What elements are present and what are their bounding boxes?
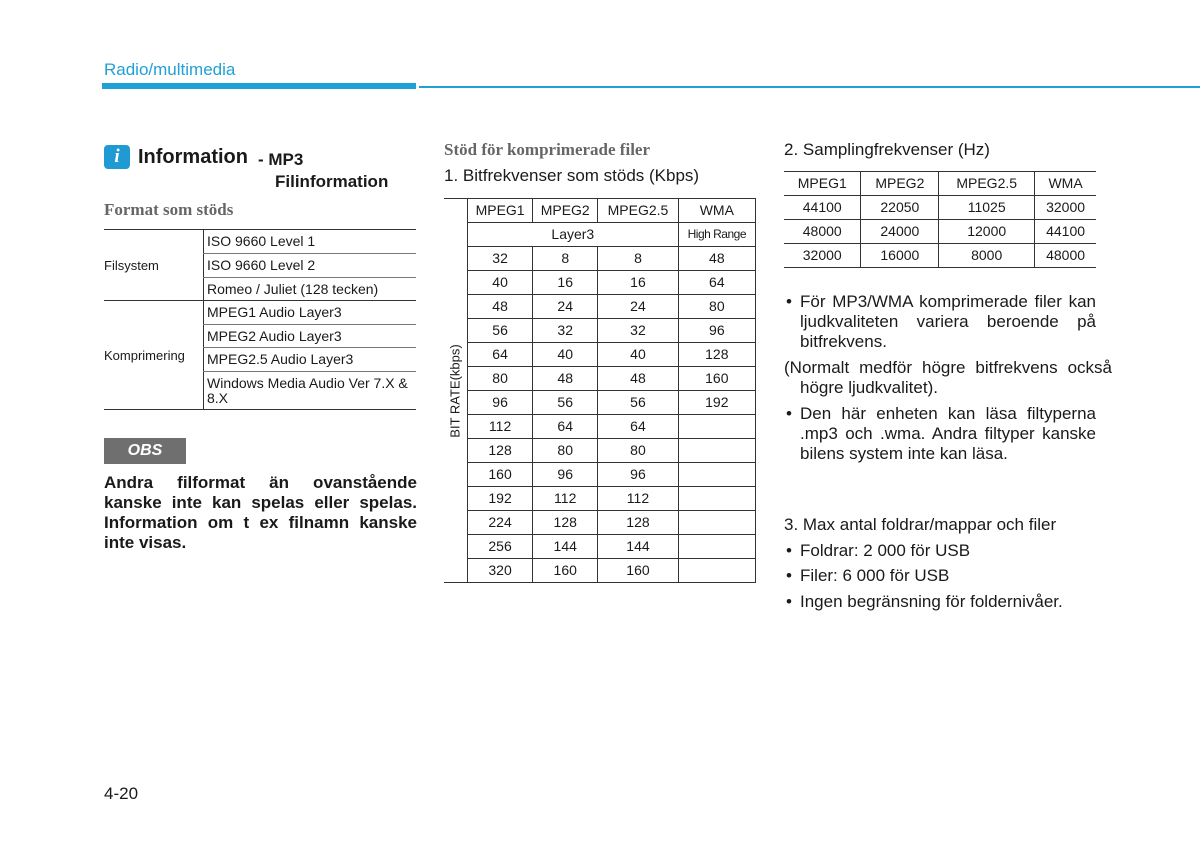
note-bullet <box>784 404 1096 464</box>
table-cell: 160 <box>598 559 678 583</box>
wma-range-label: High Range <box>678 223 755 247</box>
table-cell: 80 <box>533 439 598 463</box>
table-cell <box>678 415 755 439</box>
table-cell: 56 <box>468 319 533 343</box>
column-header: MPEG1 <box>468 199 533 223</box>
table-cell: 40 <box>533 343 598 367</box>
table-cell: 48 <box>678 247 755 271</box>
sampling-heading: 2. Samplingfrekvenser (Hz) <box>784 140 990 159</box>
bullet-dot: • <box>786 292 792 311</box>
paren-note: (Normalt medför högre bitfrekvens också högre ljudkvalitet). <box>784 358 1112 397</box>
limit-text: Filer: 6 000 för USB <box>800 566 950 585</box>
header-rule-thick <box>102 83 416 89</box>
info-title-line1: - MP3 <box>258 150 304 169</box>
table-cell: 64 <box>598 415 678 439</box>
table-cell: 64 <box>468 343 533 367</box>
limit-text: Ingen begränsning för foldernivåer. <box>800 592 1063 611</box>
table-cell: 144 <box>533 535 598 559</box>
format-value: MPEG2 Audio Layer3 <box>204 325 417 348</box>
table-cell: 11025 <box>939 196 1035 220</box>
table-cell: 44100 <box>784 196 861 220</box>
table-row <box>444 247 756 271</box>
note-bullet <box>784 292 1096 352</box>
bullet-dot: • <box>786 404 792 423</box>
limit-item <box>784 541 1096 561</box>
table-cell: 48 <box>533 367 598 391</box>
table-cell: 112 <box>533 487 598 511</box>
table-cell: 64 <box>678 271 755 295</box>
table-row <box>444 487 756 511</box>
table-cell: 128 <box>598 511 678 535</box>
table-cell: 144 <box>598 535 678 559</box>
table-cell <box>678 559 755 583</box>
obs-label: OBS <box>104 438 186 464</box>
table-row <box>444 439 756 463</box>
table-cell: 128 <box>533 511 598 535</box>
table-cell: 24000 <box>861 220 939 244</box>
table-cell: 8 <box>598 247 678 271</box>
note-text: Den här enheten kan läsa filtyperna .mp3 och .wma. Andra filtyper kanske bilens system inte kan läsa. <box>800 404 1096 463</box>
table-cell: 96 <box>468 391 533 415</box>
format-value: MPEG1 Audio Layer3 <box>204 301 417 325</box>
table-row <box>444 271 756 295</box>
sampling-table <box>784 171 1096 268</box>
table-row <box>784 196 1096 220</box>
table-cell: 24 <box>598 295 678 319</box>
table-cell: 40 <box>468 271 533 295</box>
table-cell <box>678 511 755 535</box>
bitrate-axis-cell <box>444 199 468 583</box>
column-header: WMA <box>678 199 755 223</box>
format-value: Romeo / Juliet (128 tecken) <box>204 278 417 301</box>
limit-item <box>784 592 1096 612</box>
table-cell: 32000 <box>1035 196 1096 220</box>
table-cell: 16 <box>533 271 598 295</box>
table-cell: 160 <box>533 559 598 583</box>
header-rule-thin <box>419 86 1200 88</box>
table-cell: 160 <box>468 463 533 487</box>
column-header: MPEG1 <box>784 172 861 196</box>
formats-heading: Format som stöds <box>104 200 234 219</box>
column-header: MPEG2.5 <box>939 172 1035 196</box>
table-cell: 80 <box>598 439 678 463</box>
table-cell: 24 <box>533 295 598 319</box>
table-row <box>444 367 756 391</box>
table-cell: 32 <box>598 319 678 343</box>
table-header-row <box>784 172 1096 196</box>
table-cell: 256 <box>468 535 533 559</box>
bitrate-axis-label: BIT RATE(kbps) <box>447 343 463 438</box>
table-cell: 320 <box>468 559 533 583</box>
table-row <box>444 415 756 439</box>
table-cell: 16000 <box>861 244 939 268</box>
table-row <box>444 295 756 319</box>
section-title: Radio/multimedia <box>104 60 236 79</box>
table-cell: 64 <box>533 415 598 439</box>
format-value: ISO 9660 Level 2 <box>204 254 417 278</box>
table-row <box>104 230 416 254</box>
table-cell: 40 <box>598 343 678 367</box>
table-cell: 8 <box>533 247 598 271</box>
table-cell <box>678 439 755 463</box>
information-icon: i <box>104 145 130 169</box>
layer-label: Layer3 <box>468 223 679 247</box>
table-cell: 48 <box>468 295 533 319</box>
column-header: MPEG2.5 <box>598 199 678 223</box>
table-cell: 160 <box>678 367 755 391</box>
table-cell: 192 <box>468 487 533 511</box>
table-row <box>784 220 1096 244</box>
table-cell: 80 <box>468 367 533 391</box>
table-cell: 56 <box>598 391 678 415</box>
note-text: För MP3/WMA komprimerade filer kan ljudkvaliteten variera beroende på bitfrekvens. <box>800 292 1096 351</box>
table-subheader-row <box>444 223 756 247</box>
table-cell: 32 <box>533 319 598 343</box>
table-cell: 32000 <box>784 244 861 268</box>
table-cell: 16 <box>598 271 678 295</box>
column-header: MPEG2 <box>533 199 598 223</box>
table-cell: 112 <box>468 415 533 439</box>
table-cell <box>678 463 755 487</box>
table-cell: 44100 <box>1035 220 1096 244</box>
format-value: MPEG2.5 Audio Layer3 <box>204 348 417 372</box>
table-cell <box>678 535 755 559</box>
table-cell <box>678 487 755 511</box>
table-cell: 32 <box>468 247 533 271</box>
table-cell: 96 <box>598 463 678 487</box>
table-row <box>444 343 756 367</box>
table-cell: 48000 <box>784 220 861 244</box>
bullet-dot: • <box>786 592 792 611</box>
format-category: Filsystem <box>104 230 204 301</box>
table-cell: 96 <box>678 319 755 343</box>
info-label: Information <box>138 146 248 168</box>
bitrate-heading: 1. Bitfrekvenser som stöds (Kbps) <box>444 166 700 185</box>
table-row <box>444 391 756 415</box>
limit-text: Foldrar: 2 000 för USB <box>800 541 971 560</box>
obs-text: Andra filformat än ovanstående kanske inte kan spelas eller spelas. Information om t ex filnamn kanske inte visas. <box>104 473 417 552</box>
table-cell: 224 <box>468 511 533 535</box>
bitrate-table <box>444 198 756 583</box>
format-value: Windows Media Audio Ver 7.X & 8.X <box>204 372 417 410</box>
table-cell: 22050 <box>861 196 939 220</box>
table-row <box>444 463 756 487</box>
table-row <box>444 511 756 535</box>
format-category: Komprimering <box>104 301 204 410</box>
format-value: ISO 9660 Level 1 <box>204 230 417 254</box>
column-header: MPEG2 <box>861 172 939 196</box>
table-cell: 96 <box>533 463 598 487</box>
bullet-dot: • <box>786 566 792 585</box>
bullet-dot: • <box>786 541 792 560</box>
table-cell: 56 <box>533 391 598 415</box>
page-number: 4-20 <box>104 784 139 803</box>
table-row <box>444 559 756 583</box>
table-row <box>444 319 756 343</box>
info-title-line2: Filinformation <box>275 172 389 191</box>
table-row <box>104 301 416 325</box>
table-cell: 8000 <box>939 244 1035 268</box>
table-cell: 80 <box>678 295 755 319</box>
format-table <box>104 229 416 410</box>
limit-item <box>784 566 1096 586</box>
table-cell: 48 <box>598 367 678 391</box>
compressed-heading: Stöd för komprimerade filer <box>444 140 651 159</box>
table-cell: 48000 <box>1035 244 1096 268</box>
table-header-row <box>444 199 756 223</box>
table-cell: 112 <box>598 487 678 511</box>
table-cell: 192 <box>678 391 755 415</box>
table-cell: 12000 <box>939 220 1035 244</box>
table-cell: 128 <box>468 439 533 463</box>
table-row <box>444 535 756 559</box>
column-header: WMA <box>1035 172 1096 196</box>
limits-heading: 3. Max antal foldrar/mappar och filer <box>784 515 1057 534</box>
table-row <box>784 244 1096 268</box>
table-cell: 128 <box>678 343 755 367</box>
